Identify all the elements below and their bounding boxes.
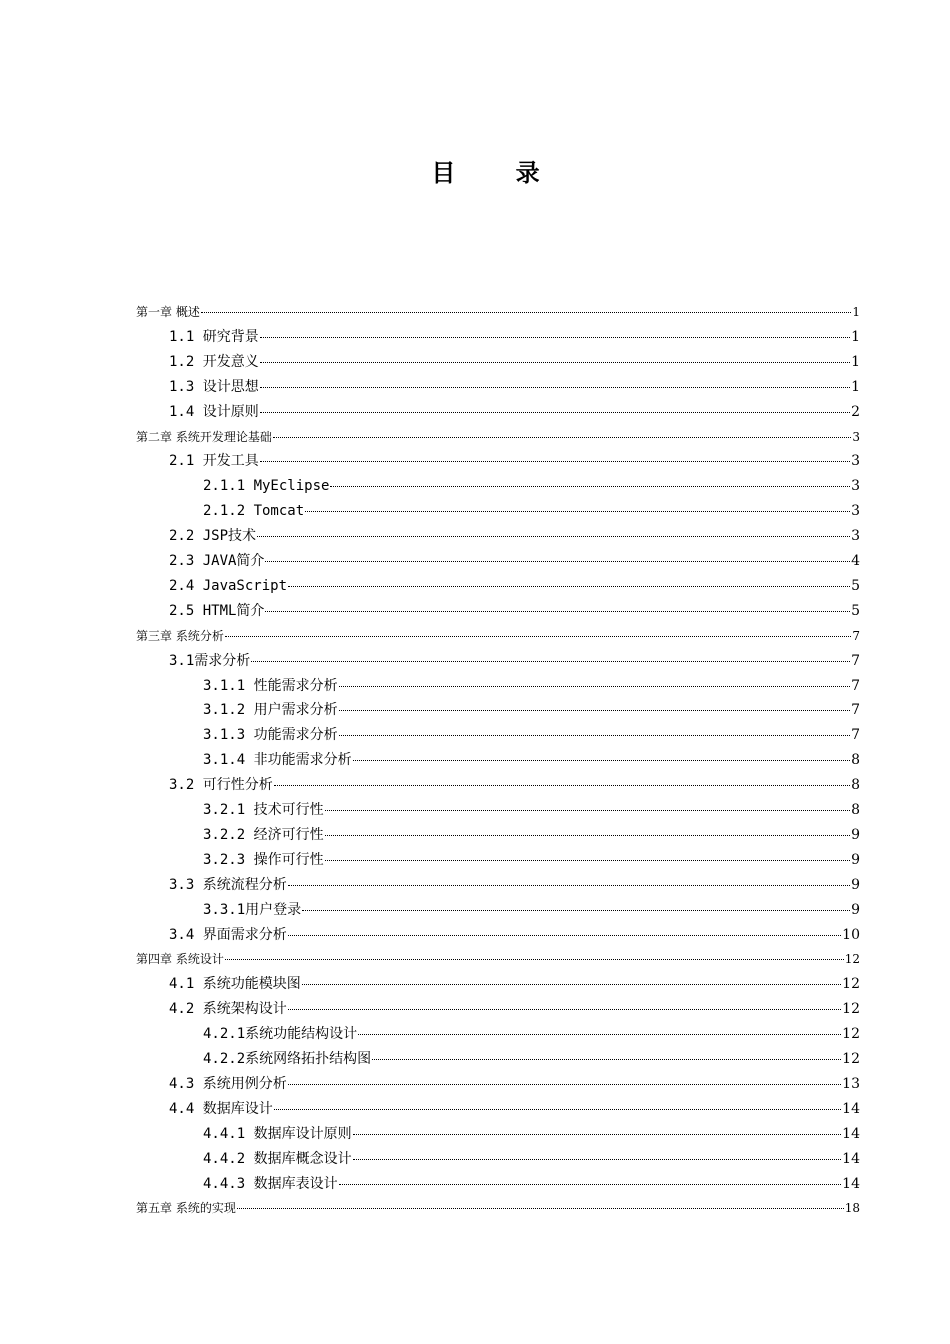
- toc-entry-level-3[interactable]: [203, 900, 860, 920]
- toc-entry-label: 2.1.1 MyEclipse: [203, 478, 330, 495]
- toc-entry-label: 3.3 系统流程分析: [169, 876, 287, 893]
- toc-entry-page-number: 7: [851, 652, 860, 669]
- toc-entry-page-number: 12: [844, 952, 860, 967]
- toc-entry-label: 3.2 可行性分析: [169, 777, 273, 794]
- toc-entry-label: 2.2 JSP技术: [169, 528, 257, 545]
- toc-entry-label: 2.1 开发工具: [169, 453, 259, 470]
- toc-entry-level-2[interactable]: [169, 925, 860, 945]
- toc-entry-label: 4.4.3 数据库表设计: [203, 1175, 338, 1192]
- toc-entry-level-2[interactable]: [169, 402, 860, 422]
- toc-entry-label: 4.4.1 数据库设计原则: [203, 1125, 352, 1142]
- toc-entry-page-number: 3: [851, 478, 860, 495]
- toc-entry-label: 第二章 系统开发理论基础: [136, 429, 272, 444]
- toc-entry-page-number: 9: [851, 826, 860, 843]
- toc-entry-label: 4.3 系统用例分析: [169, 1075, 287, 1092]
- toc-entry-label: 2.4 JavaScript: [169, 577, 288, 594]
- toc-dot-leader: [225, 959, 844, 960]
- toc-entry-level-3[interactable]: [203, 750, 860, 770]
- toc-dot-leader: [288, 1009, 841, 1010]
- toc-entry-label: 3.2.3 操作可行性: [203, 851, 324, 868]
- toc-entry-level-3[interactable]: [203, 676, 860, 696]
- toc-dot-leader: [201, 312, 852, 313]
- toc-dot-leader: [260, 337, 850, 338]
- toc-entry-page-number: 12: [842, 1051, 860, 1067]
- toc-entry-label: 4.2 系统架构设计: [169, 1001, 287, 1018]
- toc-dot-leader: [274, 785, 850, 786]
- toc-entry-level-3[interactable]: [203, 1049, 860, 1069]
- toc-entry-label: 3.3.1用户登录: [203, 901, 302, 918]
- toc-entry-page-number: 9: [851, 876, 860, 893]
- toc-entry-level-3[interactable]: [203, 501, 860, 521]
- toc-dot-leader: [260, 461, 850, 462]
- toc-dot-leader: [274, 1109, 841, 1110]
- toc-entry-page-number: 8: [851, 752, 860, 769]
- toc-entry-level-1[interactable]: [136, 1198, 860, 1218]
- toc-dot-leader: [288, 935, 841, 936]
- toc-entry-page-number: 1: [851, 328, 860, 345]
- toc-entry-label: 2.1.2 Tomcat: [203, 503, 305, 520]
- toc-entry-level-3[interactable]: [203, 1174, 860, 1194]
- toc-dot-leader: [251, 661, 850, 662]
- toc-dot-leader: [265, 611, 850, 612]
- toc-dot-leader: [302, 910, 850, 911]
- toc-entry-page-number: 13: [842, 1075, 860, 1092]
- toc-dot-leader: [288, 885, 850, 886]
- toc-entry-level-1[interactable]: [136, 626, 860, 646]
- toc-entry-level-3[interactable]: [203, 1124, 860, 1144]
- toc-entry-page-number: 14: [842, 1100, 860, 1117]
- toc-entry-level-2[interactable]: [169, 974, 860, 994]
- toc-entry-label: 1.4 设计原则: [169, 403, 259, 420]
- toc-entry-page-number: 7: [851, 702, 860, 719]
- toc-dot-leader: [288, 586, 850, 587]
- toc-entry-page-number: 1: [851, 378, 860, 395]
- toc-entry-page-number: 9: [851, 901, 860, 918]
- toc-dot-leader: [237, 1208, 844, 1209]
- toc-entry-label: 第五章 系统的实现: [136, 1201, 236, 1216]
- toc-dot-leader: [260, 387, 850, 388]
- toc-entry-page-number: 1: [851, 353, 860, 370]
- toc-entry-page-number: 12: [842, 976, 860, 993]
- toc-entry-label: 3.1.2 用户需求分析: [203, 702, 338, 719]
- toc-entry-page-number: 2: [851, 403, 860, 420]
- toc-entry-page-number: 14: [842, 1125, 860, 1142]
- toc-entry-page-number: 18: [844, 1201, 860, 1216]
- toc-entry-label: 1.2 开发意义: [169, 353, 259, 370]
- toc-entry-level-3[interactable]: [203, 725, 860, 745]
- toc-entry-level-2[interactable]: [169, 451, 860, 471]
- toc-entry-label: 1.3 设计思想: [169, 378, 259, 395]
- toc-entry-label: 3.2.2 经济可行性: [203, 826, 324, 843]
- toc-entry-label: 第四章 系统设计: [136, 952, 224, 967]
- toc-dot-leader: [265, 561, 850, 562]
- toc-entry-level-1[interactable]: [136, 949, 860, 969]
- toc-entry-label: 第三章 系统分析: [136, 628, 224, 643]
- toc-dot-leader: [339, 735, 851, 736]
- toc-entry-level-3[interactable]: [203, 850, 860, 870]
- toc-entry-label: 3.1.3 功能需求分析: [203, 727, 338, 744]
- toc-entry-page-number: 5: [851, 602, 860, 619]
- toc-dot-leader: [325, 860, 851, 861]
- toc-dot-leader: [260, 412, 850, 413]
- toc-entry-page-number: 3: [851, 528, 860, 545]
- toc-entry-level-3[interactable]: [203, 1024, 860, 1044]
- toc-entry-level-1[interactable]: [136, 427, 860, 447]
- toc-entry-page-number: 10: [842, 926, 860, 943]
- toc-entry-page-number: 3: [852, 429, 860, 444]
- toc-dot-leader: [325, 810, 851, 811]
- toc-entry-page-number: 7: [851, 727, 860, 744]
- toc-entry-level-2[interactable]: [169, 875, 860, 895]
- toc-dot-leader: [330, 486, 850, 487]
- toc-entry-label: 2.3 JAVA简介: [169, 553, 265, 569]
- toc-entry-page-number: 9: [851, 851, 860, 868]
- toc-entry-level-2[interactable]: [169, 352, 860, 372]
- toc-entry-label: 3.1需求分析: [169, 652, 251, 669]
- toc-entry-label: 4.1 系统功能模块图: [169, 976, 301, 993]
- toc-entry-page-number: 3: [851, 503, 860, 520]
- toc-dot-leader: [225, 636, 852, 637]
- toc-entry-level-3[interactable]: [203, 825, 860, 845]
- toc-entry-page-number: 1: [852, 305, 860, 319]
- toc-entry-level-3[interactable]: [203, 800, 860, 820]
- toc-entry-level-2[interactable]: [169, 576, 860, 596]
- toc-entry-page-number: 14: [842, 1150, 860, 1167]
- toc-entry-page-number: 3: [851, 453, 860, 470]
- toc-entry-label: 2.5 HTML简介: [169, 602, 265, 619]
- toc-entry-label: 第一章 概述: [136, 305, 200, 319]
- toc-title: 目 录: [431, 159, 566, 187]
- toc-entry-page-number: 12: [842, 1026, 860, 1043]
- toc-dot-leader: [260, 362, 850, 363]
- toc-dot-leader: [288, 1084, 841, 1085]
- toc-entry-label: 3.1.1 性能需求分析: [203, 677, 338, 694]
- toc-entry-page-number: 12: [842, 1001, 860, 1018]
- toc-entry-level-2[interactable]: [169, 999, 860, 1019]
- toc-dot-leader: [358, 1034, 841, 1035]
- toc-dot-leader: [353, 1134, 842, 1135]
- toc-dot-leader: [339, 710, 851, 711]
- toc-dot-leader: [339, 1184, 842, 1185]
- toc-entry-page-number: 5: [851, 577, 860, 594]
- toc-dot-leader: [353, 1159, 842, 1160]
- toc-entry-level-2[interactable]: [169, 377, 860, 397]
- toc-entry-label: 1.1 研究背景: [169, 328, 259, 345]
- toc-entry-level-2[interactable]: [169, 1099, 860, 1119]
- toc-dot-leader: [273, 437, 852, 438]
- toc-entry-page-number: 14: [842, 1175, 860, 1192]
- toc-entry-label: 4.2.2系统网络拓扑结构图: [203, 1051, 372, 1067]
- toc-entry-label: 3.2.1 技术可行性: [203, 802, 324, 818]
- toc-entry-label: 4.4.2 数据库概念设计: [203, 1150, 352, 1167]
- toc-entry-label: 4.2.1系统功能结构设计: [203, 1026, 358, 1043]
- toc-entry-level-2[interactable]: [169, 601, 860, 621]
- toc-entry-page-number: 7: [852, 628, 860, 643]
- toc-entry-level-3[interactable]: [203, 700, 860, 720]
- toc-entry-level-2[interactable]: [169, 526, 860, 546]
- toc-entry-level-1[interactable]: [136, 302, 860, 322]
- toc-entry-label: 4.4 数据库设计: [169, 1100, 273, 1117]
- toc-dot-leader: [339, 686, 851, 687]
- toc-entry-level-3[interactable]: [203, 476, 860, 496]
- toc-entry-level-2[interactable]: [169, 1074, 860, 1094]
- toc-dot-leader: [305, 511, 850, 512]
- toc-entry-level-2[interactable]: [169, 551, 860, 571]
- toc-entry-page-number: 4: [851, 553, 860, 569]
- toc-entry-label: 3.1.4 非功能需求分析: [203, 752, 352, 769]
- toc-dot-leader: [372, 1059, 841, 1060]
- toc-entry-page-number: 7: [851, 677, 860, 694]
- toc-dot-leader: [353, 760, 851, 761]
- toc-dot-leader: [325, 835, 851, 836]
- toc-dot-leader: [302, 984, 841, 985]
- toc-dot-leader: [257, 536, 850, 537]
- toc-entry-label: 3.4 界面需求分析: [169, 926, 287, 943]
- toc-entry-page-number: 8: [851, 802, 860, 818]
- toc-entry-page-number: 8: [851, 777, 860, 794]
- toc-entry-level-2[interactable]: [169, 327, 860, 347]
- toc-entry-level-2[interactable]: [169, 651, 860, 671]
- toc-entry-level-3[interactable]: [203, 1149, 860, 1169]
- toc-entry-level-2[interactable]: [169, 775, 860, 795]
